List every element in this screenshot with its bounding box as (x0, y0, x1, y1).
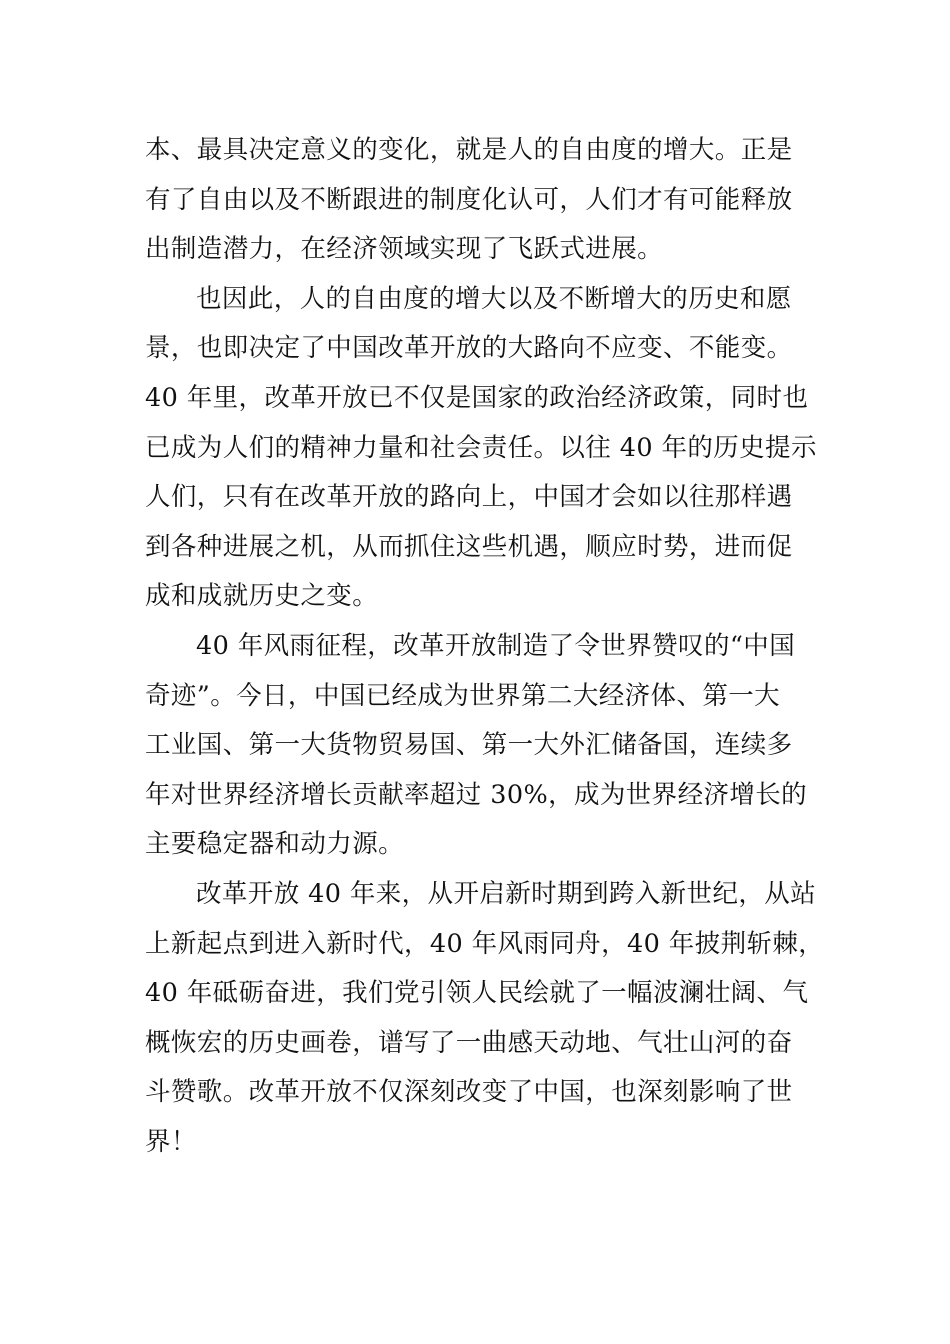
paragraph-line: 成和成就历史之变。 (145, 581, 379, 612)
paragraph-line: 也因此，人的自由度的增大以及不断增大的历史和愿 (196, 283, 792, 314)
paragraph-line: 40 年里，改革开放已不仅是国家的政治经济政策，同时也 (145, 382, 809, 413)
paragraph-line: 年对世界经济增长贡献率超过 30%，成为世界经济增长的 (145, 779, 808, 810)
paragraph-line: 本、最具决定意义的变化，就是人的自由度的增大。正是 (145, 135, 793, 165)
paragraph-4 (145, 870, 825, 1168)
paragraph-1 (145, 126, 810, 275)
paragraph-line: 40 年风雨征程，改革开放制造了令世界赞叹的“中国 (196, 630, 796, 661)
paragraph-line: 人们，只有在改革开放的路向上，中国才会如以往那样遇 (145, 482, 793, 513)
paragraph-line: 出制造潜力，在经济领域实现了飞跃式进展。 (145, 234, 664, 265)
paragraph-line: 到各种进展之机，从而抓住这些机遇，顺应时势，进而促 (145, 531, 793, 562)
paragraph-line: 概恢宏的历史画卷，谱写了一曲感天动地、气壮山河的奋 (145, 1027, 793, 1058)
paragraph-line: 主要稳定器和动力源。 (145, 829, 405, 860)
paragraph-line: 界！ (145, 1126, 197, 1157)
paragraph-line: 改革开放 40 年来，从开启新时期到跨入新世纪，从站 (196, 878, 817, 909)
paragraph-3 (145, 622, 810, 870)
paragraph-2 (145, 275, 817, 622)
paragraph-line: 工业国、第一大货物贸易国、第一大外汇储备国，连续多 (145, 730, 793, 761)
paragraph-line: 有了自由以及不断跟进的制度化认可，人们才有可能释放 (145, 184, 793, 215)
document-body (145, 126, 825, 1167)
paragraph-line: 斗赞歌。改革开放不仅深刻改变了中国，也深刻影响了世 (145, 1077, 793, 1108)
paragraph-line: 景，也即决定了中国改革开放的大路向不应变、不能变。 (145, 333, 793, 364)
paragraph-line: 40 年砥砺奋进，我们党引领人民绘就了一幅波澜壮阔、气 (145, 978, 809, 1009)
paragraph-line: 已成为人们的精神力量和社会责任。以往 40 年的历史提示 (145, 432, 817, 463)
paragraph-line: 奇迹”。今日，中国已经成为世界第二大经济体、第一大 (145, 680, 781, 711)
paragraph-line: 上新起点到进入新时代，40 年风雨同舟，40 年披荆斩棘， (145, 928, 825, 959)
